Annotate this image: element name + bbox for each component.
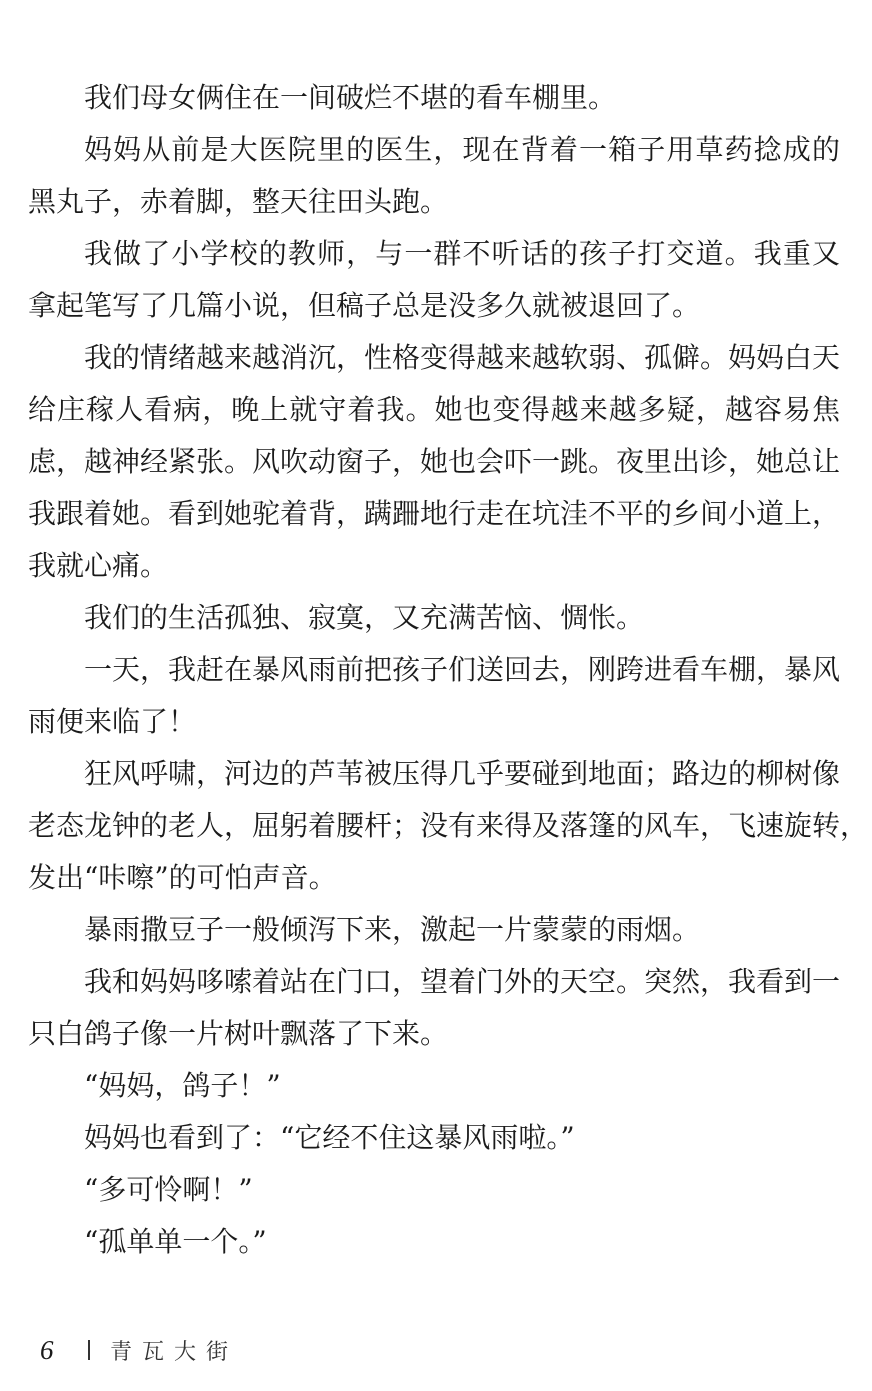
text-line: 我跟着她。看到她驼着背，蹒跚地行走在坑洼不平的乡间小道上， <box>28 497 841 530</box>
paragraph <box>28 130 840 234</box>
text-line: 妈妈从前是大医院里的医生，现在背着一箱子用草药捻成的 <box>84 133 840 166</box>
paragraph <box>28 1118 840 1170</box>
paragraph <box>28 754 869 910</box>
paragraph <box>28 1170 840 1222</box>
text-line: 我和妈妈哆嗦着站在门口，望着门外的天空。突然，我看到一 <box>84 965 841 998</box>
book-title: 青瓦大街 <box>110 1339 239 1365</box>
text-line: 我们母女俩住在一间破烂不堪的看车棚里。 <box>84 81 617 114</box>
text-line: 老态龙钟的老人，屈躬着腰杆；没有来得及落篷的风车，飞速旋转， <box>28 809 869 842</box>
paragraph <box>28 338 840 598</box>
text-line: 我就心痛。 <box>28 549 169 582</box>
paragraph <box>28 598 840 650</box>
paragraph <box>28 1222 840 1274</box>
text-line: 我做了小学校的教师，与一群不听话的孩子打交道。我重又 <box>84 237 840 270</box>
text-line: 给庄稼人看病，晚上就守着我。她也变得越来越多疑，越容易焦 <box>28 393 840 426</box>
page-body <box>28 78 869 1274</box>
text-line: “妈妈，鸽子！” <box>84 1069 281 1102</box>
footer-divider <box>88 1340 90 1360</box>
text-line: “孤单单一个。” <box>84 1225 267 1258</box>
text-line: 虑，越神经紧张。风吹动窗子，她也会吓一跳。夜里出诊，她总让 <box>28 445 841 478</box>
text-line: 拿起笔写了几篇小说，但稿子总是没多久就被退回了。 <box>28 289 701 322</box>
text-line: “多可怜啊！” <box>84 1173 253 1206</box>
text-line: 暴雨撒豆子一般倾泻下来，激起一片蒙蒙的雨烟。 <box>84 913 701 946</box>
paragraph <box>28 910 840 962</box>
paragraph <box>28 962 840 1066</box>
paragraph <box>28 650 840 754</box>
text-line: 我的情绪越来越消沉，性格变得越来越软弱、孤僻。妈妈白天 <box>84 341 841 374</box>
paragraph <box>28 1066 840 1118</box>
text-line: 黑丸子，赤着脚，整天往田头跑。 <box>28 185 449 218</box>
page-footer <box>40 1330 238 1370</box>
text-line: 一天，我赶在暴风雨前把孩子们送回去，刚跨进看车棚，暴风 <box>84 653 841 686</box>
text-line: 只白鸽子像一片树叶飘落了下来。 <box>28 1017 449 1050</box>
text-line: 发出“咔嚓”的可怕声音。 <box>28 861 337 894</box>
text-line: 狂风呼啸，河边的芦苇被压得几乎要碰到地面；路边的柳树像 <box>84 757 841 790</box>
paragraph <box>28 78 840 130</box>
paragraph <box>28 234 840 338</box>
text-line: 妈妈也看到了：“它经不住这暴风雨啦。” <box>84 1121 575 1154</box>
text-line: 我们的生活孤独、寂寞，又充满苦恼、惆怅。 <box>84 601 645 634</box>
page-number: 6 <box>40 1334 54 1365</box>
text-line: 雨便来临了！ <box>28 705 197 738</box>
